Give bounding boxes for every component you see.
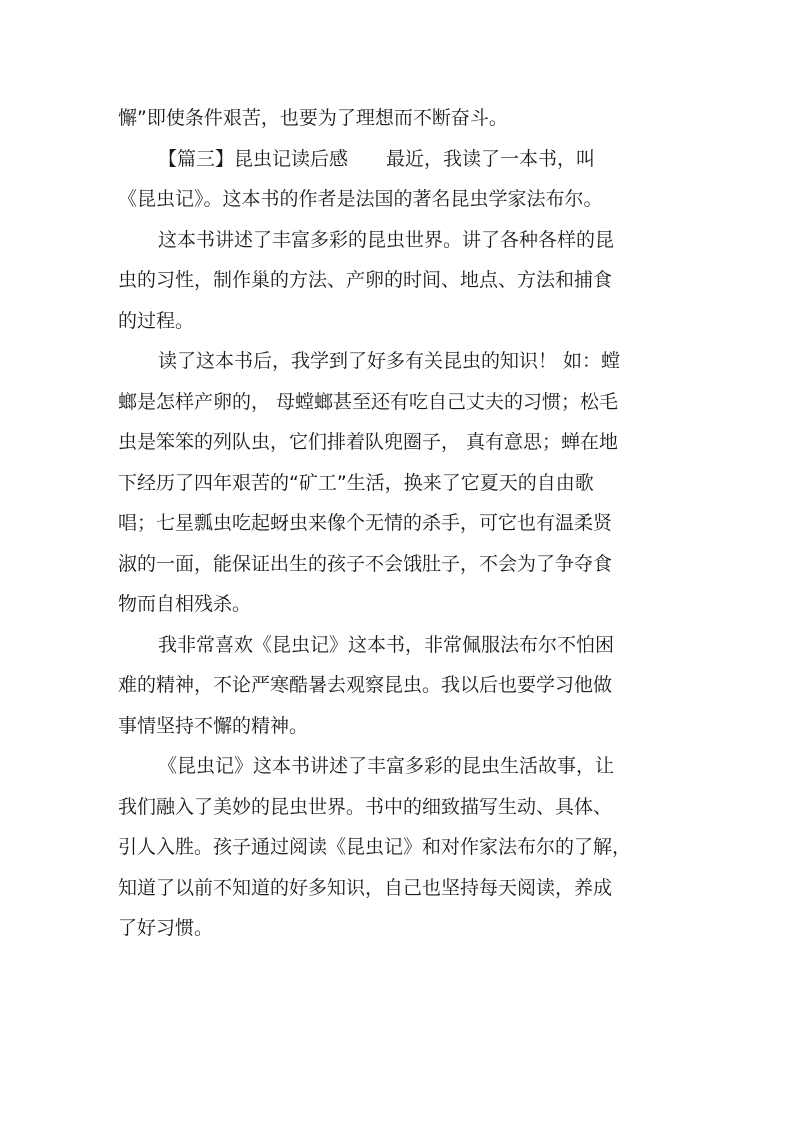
text-line: 难的精神，不论严寒酷暑去观察昆虫。我以后也要学习他做 [118,674,613,696]
text-line: 懈”即使条件艰苦，也要为了理想而不断奋斗。 [118,107,508,129]
text-line: 知道了以前不知道的好多知识，自己也坚持每天阅读，养成 [118,876,613,899]
text-line: 淑的一面，能保证出生的孩子不会饿肚子，不会为了争夺食 [118,552,613,575]
text-line: 了好习惯。 [118,917,214,939]
text-line: 《昆虫记》这本书讲述了丰富多彩的昆虫生活故事，让 [158,755,615,777]
text-line: 我非常喜欢《昆虫记》这本书，非常佩服法布尔不怕困 [158,633,615,656]
text-line: 【篇三】昆虫记读后感 最近，我读了一本书，叫 [158,147,596,170]
text-line: 这本书讲述了丰富多彩的昆虫世界。讲了各种各样的昆 [158,228,615,251]
text-line: 的过程。 [118,309,195,332]
text-line: 《昆虫记》。这本书的作者是法国的著名昆虫学家法布尔。 [118,188,603,210]
text-line: 下经历了四年艰苦的“矿工”生活，换来了它夏天的自由歌 [118,471,594,494]
text-line: 物而自相残杀。 [118,593,252,615]
text-line: 唱；七星瓢虫吃起蚜虫来像个无情的杀手，可它也有温柔贤 [118,512,613,534]
text-line: 事情坚持不懈的精神。 [118,714,309,737]
document-body [118,98,688,949]
text-line: 螂是怎样产卵的， 母螳螂甚至还有吃自己丈夫的习惯；松毛 [118,390,619,413]
text-line: 我们融入了美妙的昆虫世界。书中的细致描写生动、具体、 [118,795,613,818]
text-line: 虫是笨笨的列队虫，它们排着队兜圈子， 真有意思；蝉在地 [118,431,619,453]
text-line: 引人入胜。孩子通过阅读《昆虫记》和对作家法布尔的了解， [118,836,632,858]
text-line: 读了这本书后，我学到了好多有关昆虫的知识！ 如：螳 [158,350,621,372]
text-line: 虫的习性，制作巢的方法、产卵的时间、地点、方法和捕食 [118,269,613,291]
